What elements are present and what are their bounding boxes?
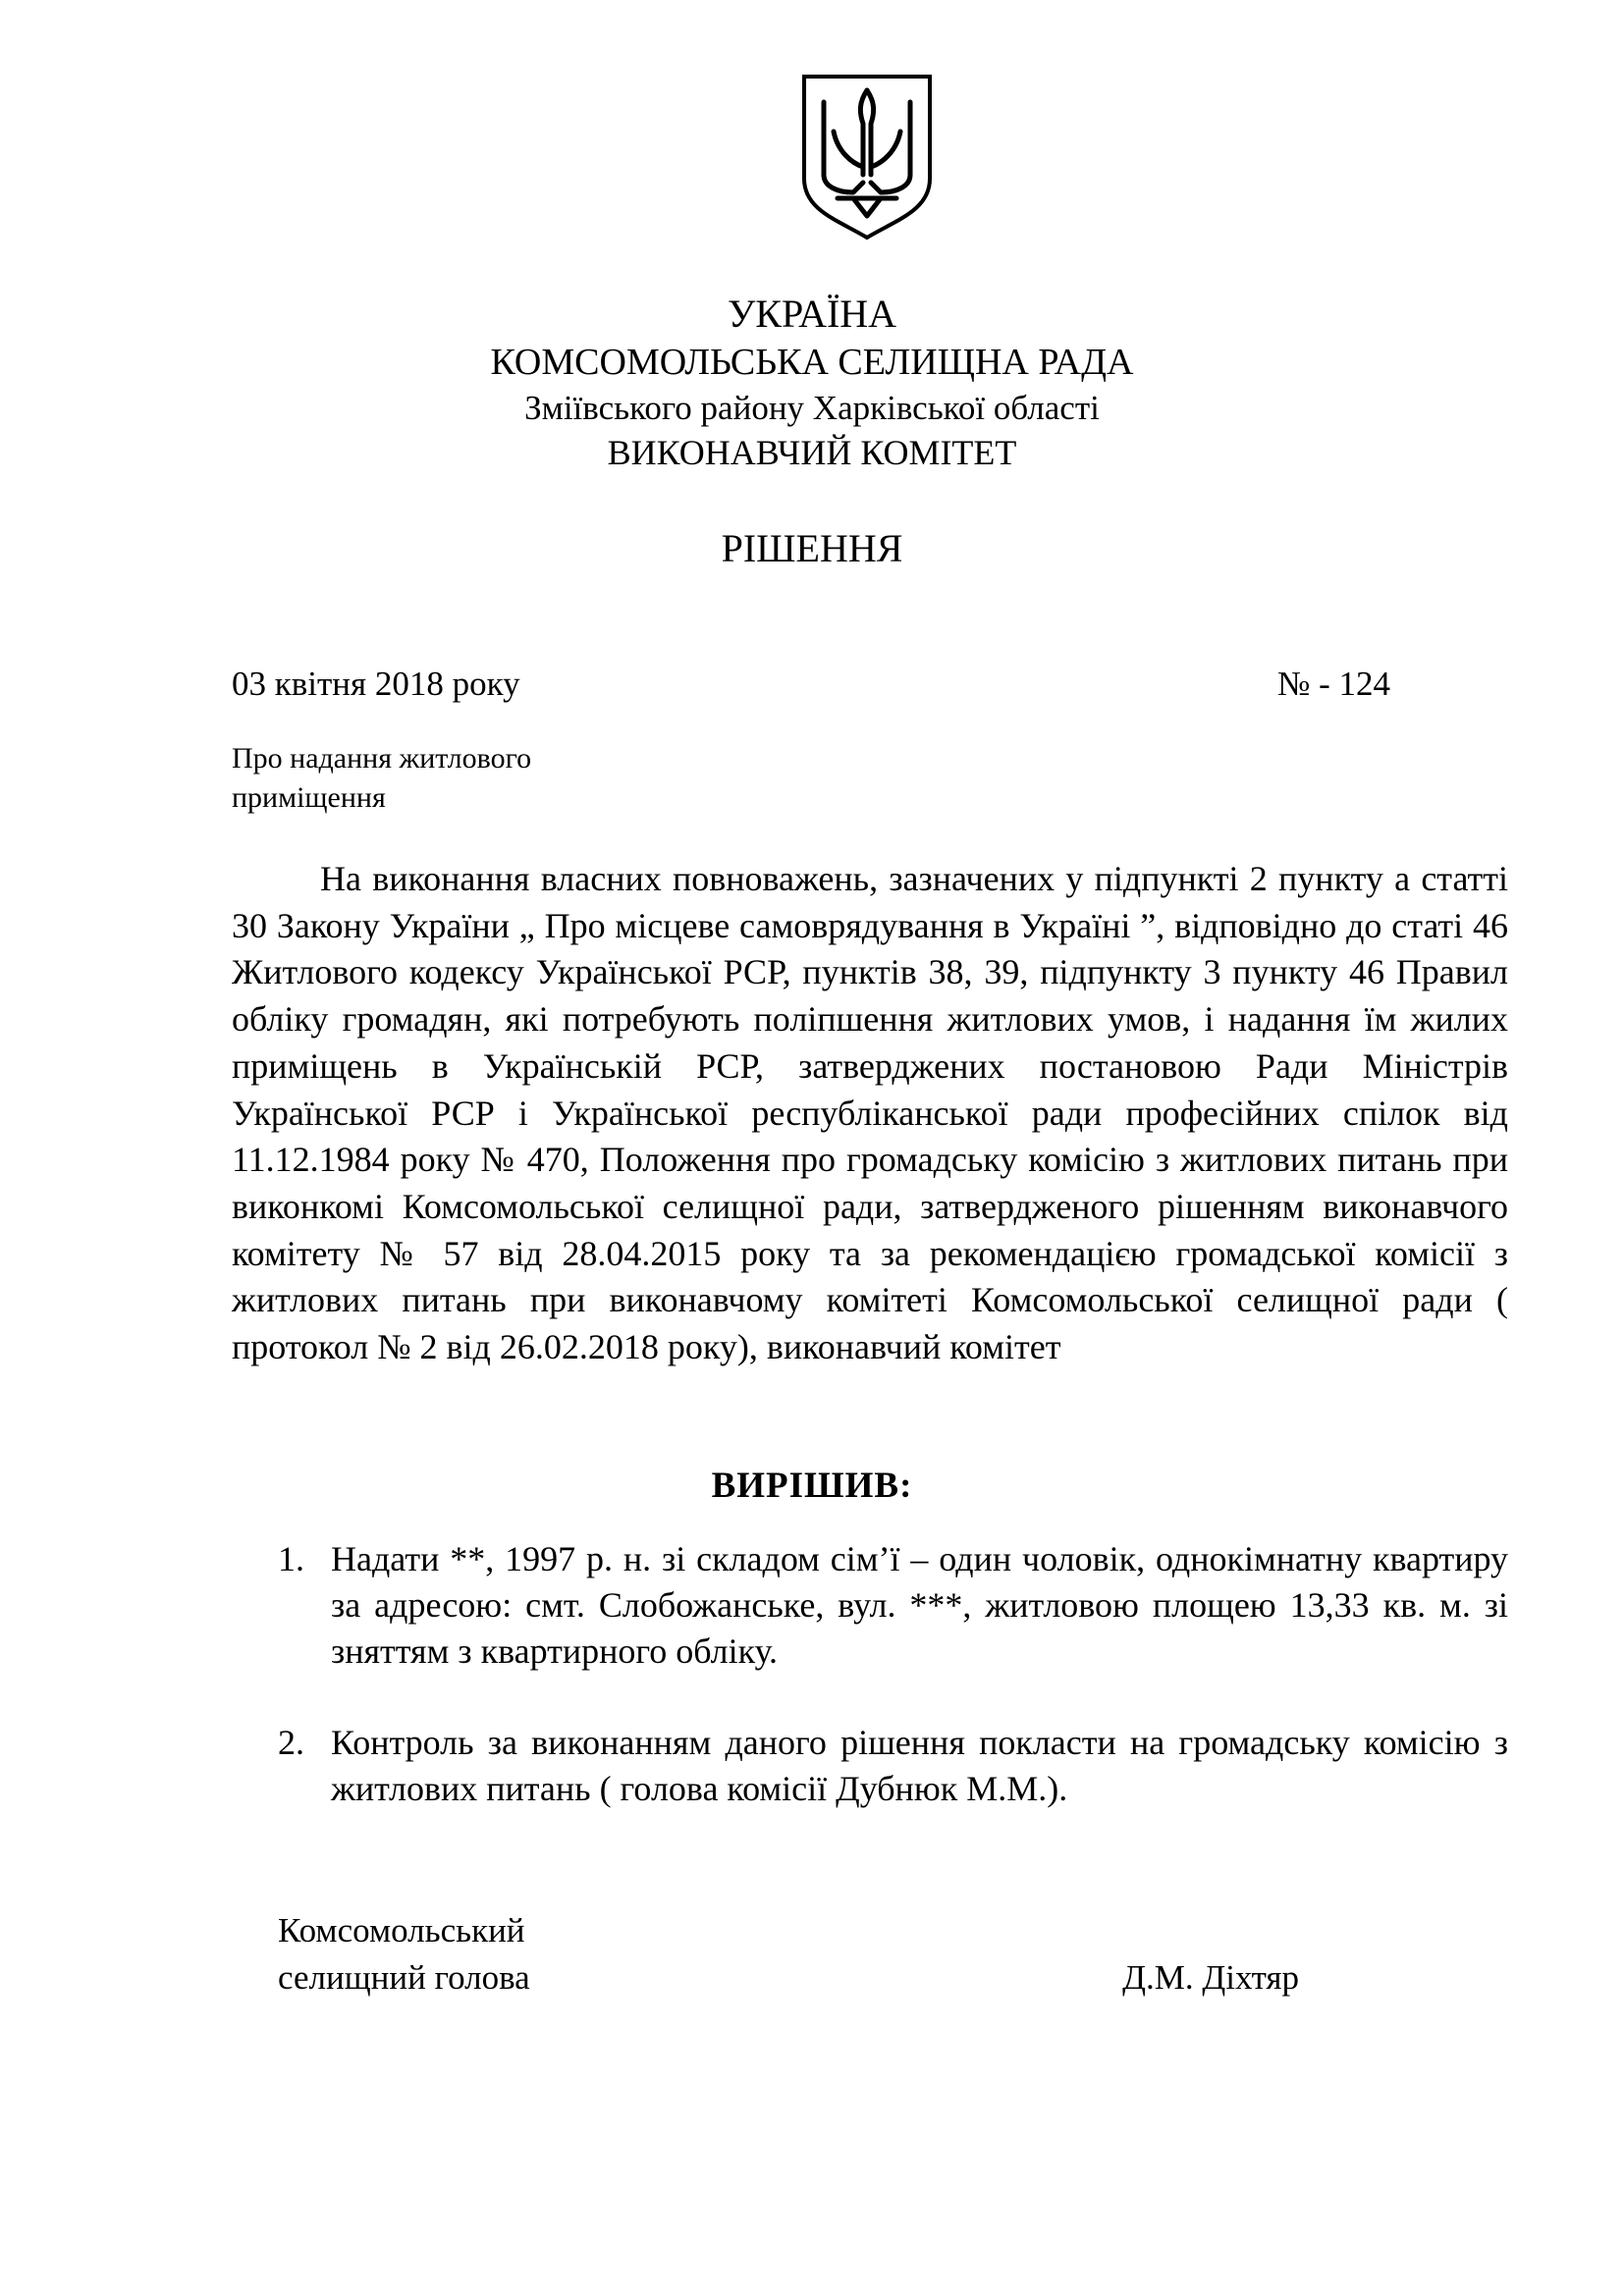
header-country: УКРАЇНА bbox=[727, 292, 897, 336]
signatory-name: Д.М. Діхтяр bbox=[1122, 1958, 1299, 1997]
header-committee: ВИКОНАВЧИЙ КОМІТЕТ bbox=[607, 433, 1017, 472]
subject-line-1: Про надання житлового bbox=[232, 742, 532, 774]
resolution-item bbox=[278, 1536, 1508, 1675]
item-text: Контроль за виконанням даного рішення покласти на громадську комісію з житлових питань ( голова комісії Дубнюк М.М.). bbox=[331, 1723, 1508, 1808]
header-council: КОМСОМОЛЬСЬКА СЕЛИЩНА РАДА bbox=[490, 342, 1134, 383]
signatory-title-line-1: Комсомольський bbox=[278, 1911, 525, 1949]
header-district: Зміївського району Харківської області bbox=[524, 389, 1100, 427]
item-number: 2. bbox=[278, 1723, 304, 1762]
decision-date: 03 квітня 2018 року bbox=[232, 665, 520, 703]
item-text: Надати **, 1997 р. н. зі складом сім’ї – один чоловік, однокімнатну квартиру за адресою: смт. Слобожанське, вул. ***, житловою площею 13,33 кв. м. зі зняттям з квартирного обліку. bbox=[331, 1539, 1508, 1671]
signature-block bbox=[278, 1907, 1299, 2002]
signatory-title-line-2: селищний голова bbox=[278, 1958, 530, 1997]
resolved-heading: ВИРІШИВ: bbox=[711, 1466, 913, 1506]
document-type: РІШЕННЯ bbox=[721, 526, 903, 570]
preamble-paragraph: На виконання власних повноважень, зазначених у підпункті 2 пункту а статті 30 Закону України „ Про місцеве самоврядування в Україні ”, відповідно до статі 46 Житлового кодексу Української РСР, пунктів 38, 39, підпункту 3 пункту 46 Правил обліку громадян, які потребують поліпшення житлових умов, і надання їм жилих приміщень в Українській РСР, затверджених постановою Ради Міністрів Української РСР і Української республіканської ради професійних спілок від 11.12.1984 року № 470, Положення про громадську комісію з житлових питань при виконкомі Комсомольської селищної ради, затвердженого рішенням виконавчого комітету № 57 від 28.04.2015 року та за рекомендацією громадської комісії з житлових питань при виконавчому комітеті Комсомольської селищної ради ( протокол № 2 від 26.02.2018 року), виконавчий комітет bbox=[232, 859, 1508, 1367]
item-number: 1. bbox=[278, 1539, 304, 1578]
date-number-line bbox=[232, 664, 1390, 705]
subject-line-2: приміщення bbox=[232, 781, 386, 814]
resolution-item bbox=[278, 1720, 1508, 1812]
decision-subject bbox=[232, 739, 531, 818]
trident-emblem-icon bbox=[798, 73, 936, 241]
decision-number: № - 124 bbox=[1276, 665, 1390, 703]
